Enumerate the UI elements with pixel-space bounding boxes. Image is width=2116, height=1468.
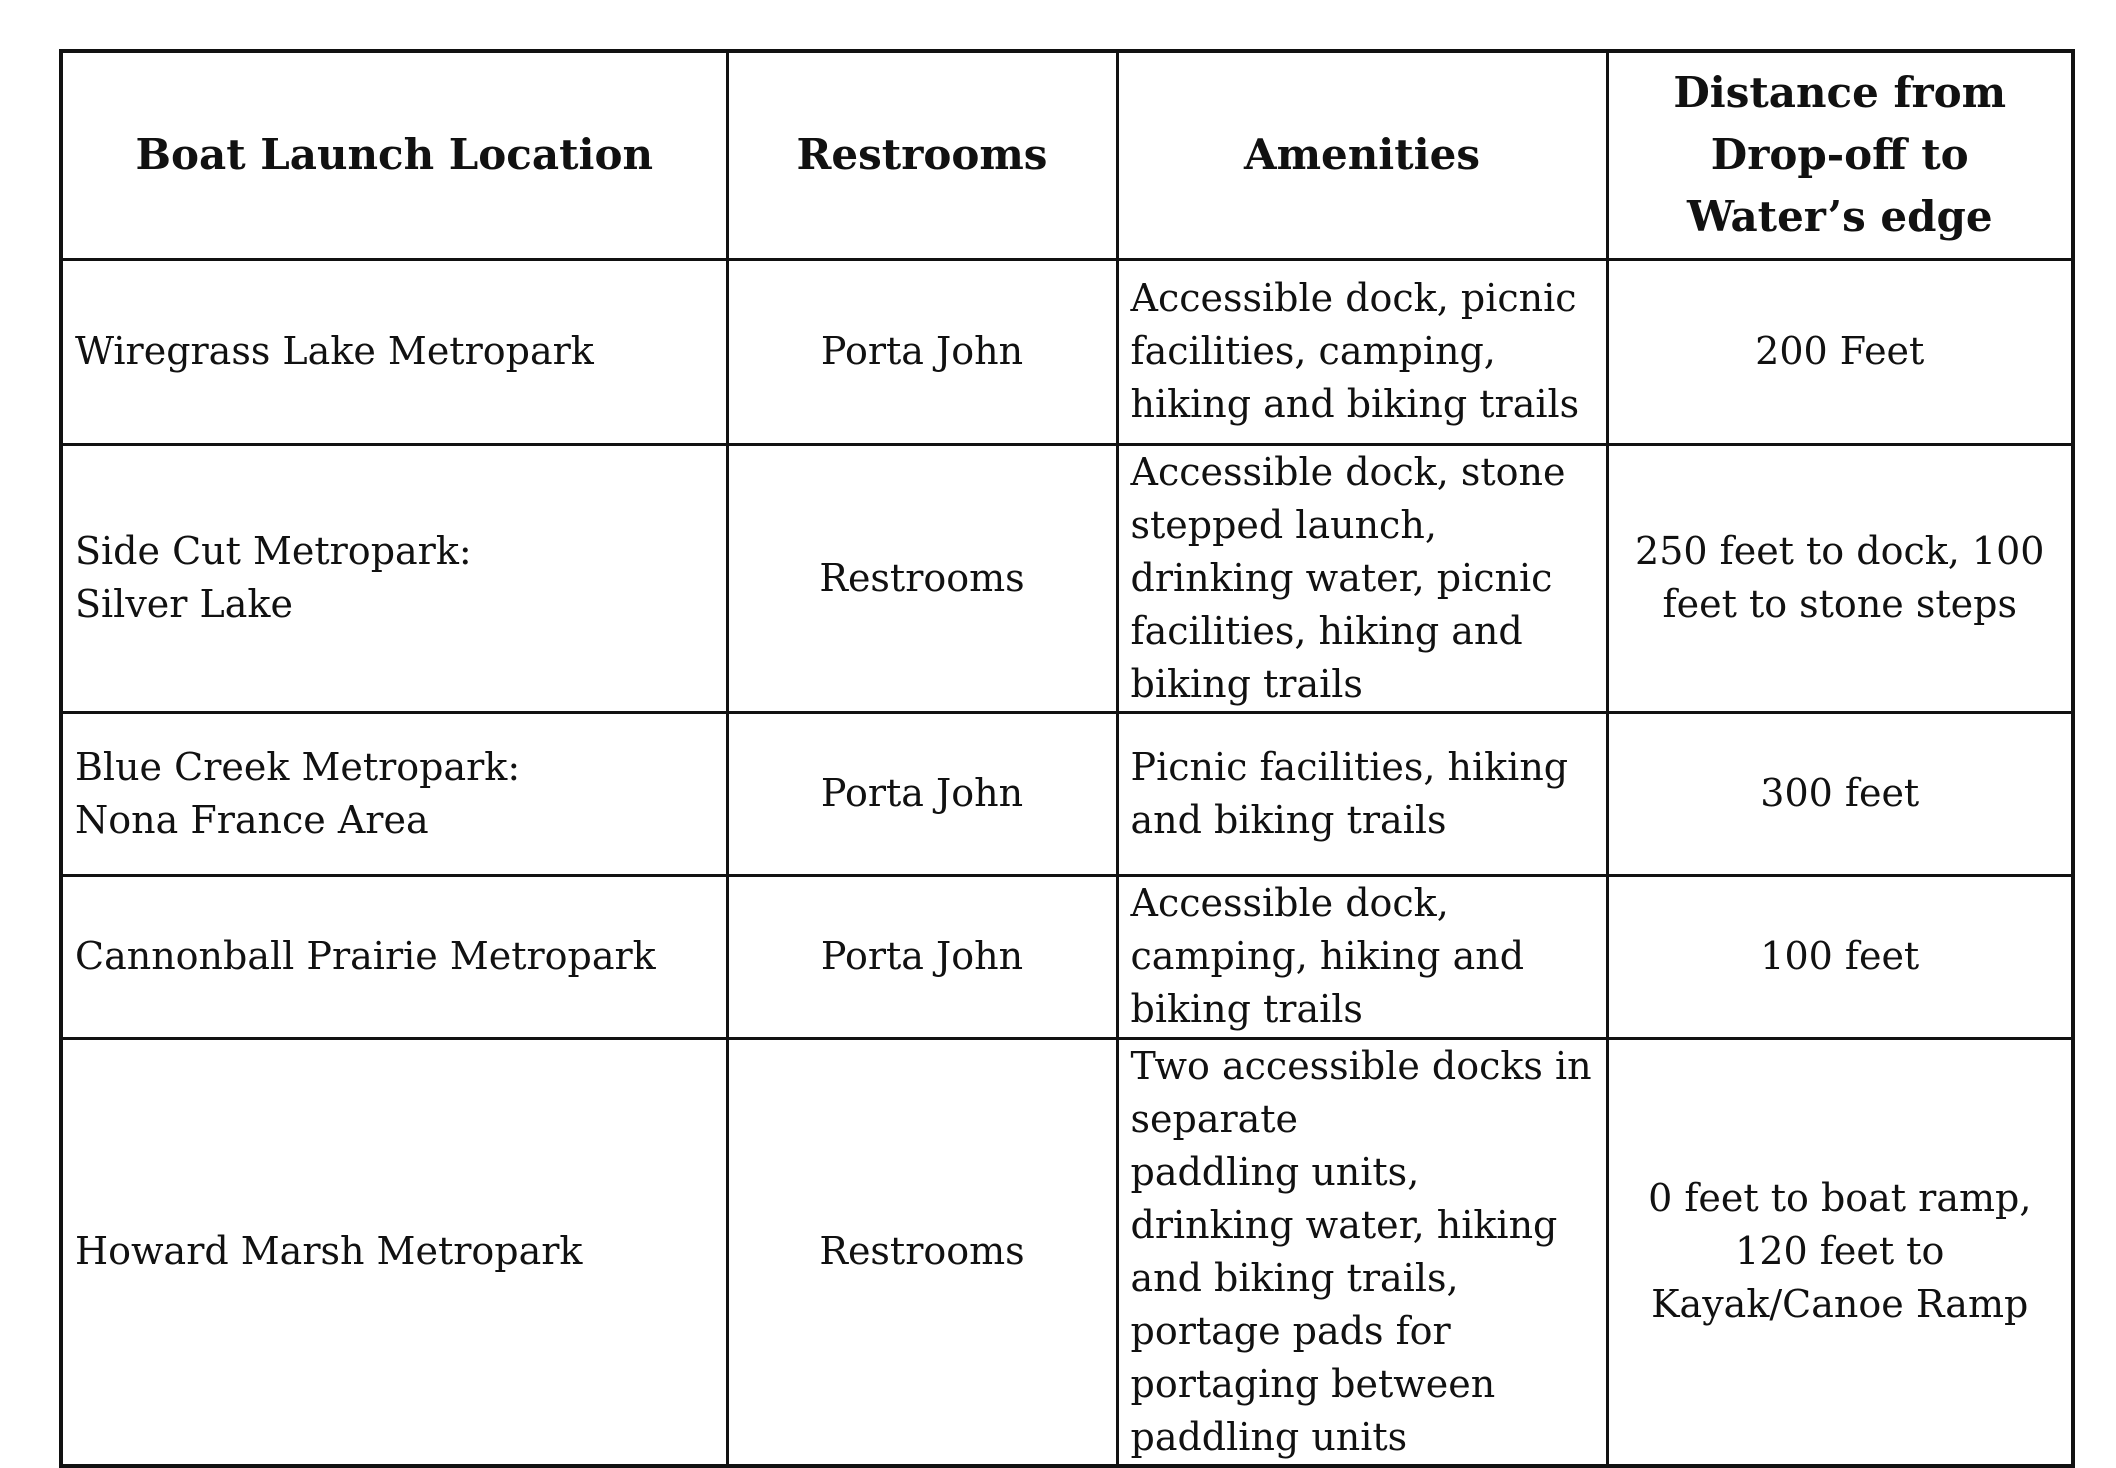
cell-distance: 0 feet to boat ramp, 120 feet to Kayak/Canoe Ramp [1607,1038,2073,1466]
cell-distance: 300 feet [1607,712,2073,875]
cell-location: Cannonball Prairie Metropark [61,875,727,1038]
cell-amenities: Accessible dock, picnic facilities, camping, hiking and biking trails [1117,259,1607,444]
table-row [61,1038,2073,1466]
table-row [61,259,2073,444]
cell-location: Wiregrass Lake Metropark [61,259,727,444]
table-row [61,875,2073,1038]
cell-restrooms: Restrooms [727,444,1117,712]
table-header-row [61,51,2073,259]
header-restrooms: Restrooms [727,51,1117,259]
cell-location: Side Cut Metropark: Silver Lake [61,444,727,712]
cell-restrooms: Porta John [727,259,1117,444]
header-location: Boat Launch Location [61,51,727,259]
cell-location: Blue Creek Metropark: Nona France Area [61,712,727,875]
cell-distance: 200 Feet [1607,259,2073,444]
table-row [61,444,2073,712]
cell-distance: 100 feet [1607,875,2073,1038]
header-amenities: Amenities [1117,51,1607,259]
cell-restrooms: Porta John [727,875,1117,1038]
cell-amenities: Picnic facilities, hiking and biking trails [1117,712,1607,875]
cell-location: Howard Marsh Metropark [61,1038,727,1466]
header-distance: Distance from Drop-off to Water’s edge [1607,51,2073,259]
table-row [61,712,2073,875]
cell-amenities: Two accessible docks in separate paddling units, drinking water, hiking and biking trails, portage pads for portaging between paddling units [1117,1038,1607,1466]
cell-restrooms: Porta John [727,712,1117,875]
boat-launch-table [59,49,2075,1468]
cell-restrooms: Restrooms [727,1038,1117,1466]
cell-distance: 250 feet to dock, 100 feet to stone steps [1607,444,2073,712]
cell-amenities: Accessible dock, stone stepped launch, drinking water, picnic facilities, hiking and biking trails [1117,444,1607,712]
cell-amenities: Accessible dock, camping, hiking and biking trails [1117,875,1607,1038]
